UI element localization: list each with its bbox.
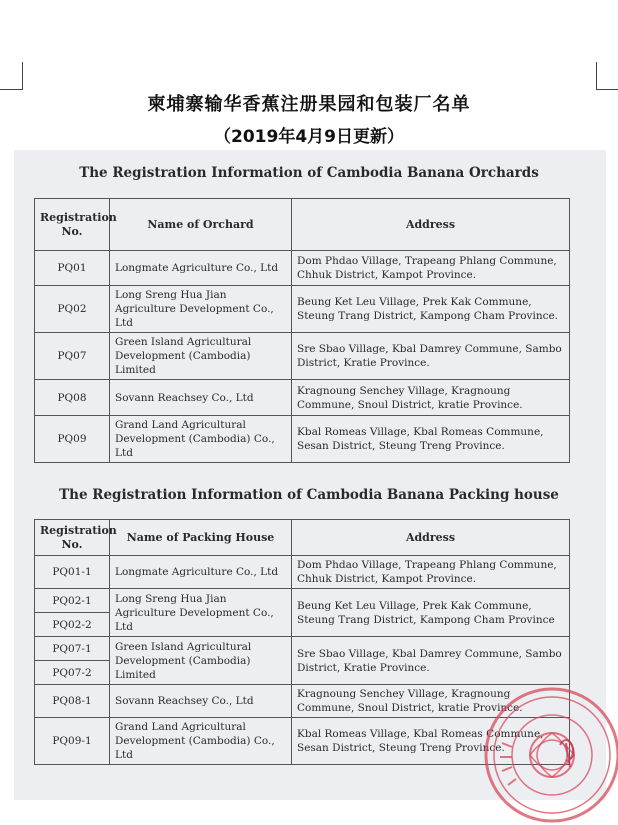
registration-no: PQ01 [35, 251, 110, 286]
address: Dom Phdao Village, Trapeang Phlang Commune, Chhuk District, Kampot Province. [292, 556, 570, 589]
orchard-name: Green Island Agricultural Development (Cambodia) Limited [110, 333, 292, 380]
address: Kbal Romeas Village, Kbal Romeas Commune, Sesan District, Steung Treng Province. [292, 416, 570, 463]
table-row [35, 251, 570, 286]
table-row [35, 380, 570, 416]
address: Kbal Romeas Village, Kbal Romeas Commune, Sesan District, Steung Treng Province. [292, 718, 570, 765]
registration-no: PQ09-1 [35, 718, 110, 765]
orchard-name: Sovann Reachsey Co., Ltd [110, 380, 292, 416]
table-row [35, 416, 570, 463]
packing-house-name: Sovann Reachsey Co., Ltd [110, 685, 292, 718]
address: Beung Ket Leu Village, Prek Kak Commune, Steung Trang District, Kampong Cham Province. [292, 286, 570, 333]
table-row [35, 286, 570, 333]
document-date: （2019年4月9日更新） [214, 127, 404, 147]
orchard-name: Long Sreng Hua Jian Agriculture Development Co., Ltd [110, 286, 292, 333]
packing-house-name: Grand Land Agricultural Development (Cambodia) Co., Ltd [110, 718, 292, 765]
table-header-row [35, 199, 570, 251]
orchards-table [34, 198, 570, 463]
registration-no: PQ07-1 [35, 637, 110, 661]
table-row [35, 637, 570, 661]
registration-no: PQ09 [35, 416, 110, 463]
packing-house-name: Green Island Agricultural Development (Cambodia) Limited [110, 637, 292, 685]
orchard-name: Grand Land Agricultural Development (Cambodia) Co., Ltd [110, 416, 292, 463]
table-row [35, 333, 570, 380]
orchard-name: Longmate Agriculture Co., Ltd [110, 251, 292, 286]
packing-house-name: Long Sreng Hua Jian Agriculture Development Co., Ltd [110, 589, 292, 637]
address: Sre Sbao Village, Kbal Damrey Commune, Sambo District, Kratie Province. [292, 637, 570, 685]
address: Dom Phdao Village, Trapeang Phlang Commune, Chhuk District, Kampot Province. [292, 251, 570, 286]
column-header: Registration No. [35, 520, 110, 556]
column-header: Registration No. [35, 199, 110, 251]
registration-no: PQ07-2 [35, 661, 110, 685]
column-header: Name of Orchard [110, 199, 292, 251]
crop-mark [22, 62, 23, 90]
address: Kragnoung Senchey Village, Kragnoung Commune, Snoul District, kratie Province. [292, 380, 570, 416]
table-row [35, 556, 570, 589]
packing-house-name: Longmate Agriculture Co., Ltd [110, 556, 292, 589]
registration-no: PQ08-1 [35, 685, 110, 718]
registration-no: PQ01-1 [35, 556, 110, 589]
column-header: Address [292, 199, 570, 251]
document-header [0, 90, 618, 147]
column-header: Name of Packing House [110, 520, 292, 556]
registration-no: PQ02-2 [35, 613, 110, 637]
table-header-row [35, 520, 570, 556]
registration-no: PQ02 [35, 286, 110, 333]
orchards-title: The Registration Information of Cambodia Banana Orchards [79, 165, 539, 181]
column-header: Address [292, 520, 570, 556]
registration-no: PQ02-1 [35, 589, 110, 613]
document-title: 柬埔寨输华香蕉注册果园和包装厂名单 [147, 94, 471, 115]
address: Beung Ket Leu Village, Prek Kak Commune, Steung Trang District, Kampong Cham Province [292, 589, 570, 637]
address: Sre Sbao Village, Kbal Damrey Commune, Sambo District, Kratie Province. [292, 333, 570, 380]
address: Kragnoung Senchey Village, Kragnoung Commune, Snoul District, kratie Province. [292, 685, 570, 718]
official-seal-icon [482, 685, 618, 825]
table-row [35, 589, 570, 613]
registration-no: PQ07 [35, 333, 110, 380]
registration-no: PQ08 [35, 380, 110, 416]
crop-mark [596, 62, 597, 90]
packing-title: The Registration Information of Cambodia Banana Packing house [59, 487, 559, 503]
